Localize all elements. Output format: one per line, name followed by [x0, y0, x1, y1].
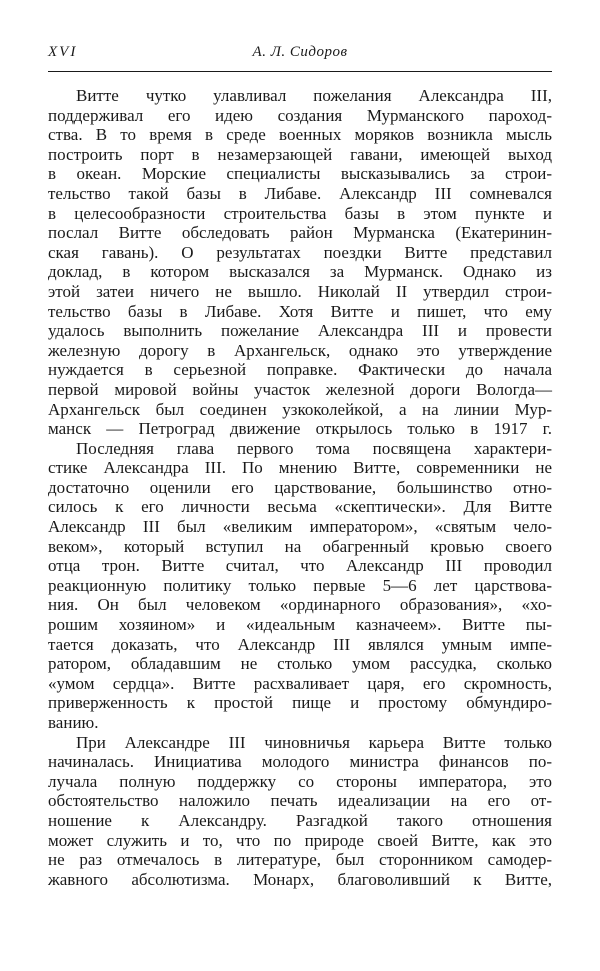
text-line: Витте чутко улавливал пожелания Александра III,: [76, 86, 552, 105]
text-line: поддерживал его идею создания Мурманского пароход-: [48, 105, 552, 125]
text-line: начиналась. Инициатива молодого министра финансов по-: [48, 752, 552, 772]
text-line: жавного абсолютизма. Монарх, благоволивший к Витте,: [48, 869, 552, 889]
text-line: рошим хозяином» и «идеальным казначеем». Витте пы-: [48, 615, 552, 635]
text-line: нуждается в серьезной поправке. Фактически до начала: [48, 360, 552, 380]
paragraph: [48, 86, 552, 439]
running-title: А. Л. Сидоров: [252, 44, 348, 60]
text-line: ношение к Александру. Разгадкой такого отношения: [48, 810, 552, 830]
header-rule: [48, 71, 552, 72]
text-line: реакционную политику только первые 5—6 лет царствова-: [48, 575, 552, 595]
text-line: обстоятельство наложило печать идеализации на его от-: [48, 791, 552, 811]
text-line: тельство базы в Либаве. Хотя Витте и пишет, что ему: [48, 301, 552, 321]
text-line: стике Александра III. По мнению Витте, современники не: [48, 458, 552, 478]
text-line: ская гавань). О результатах поездки Витте представил: [48, 242, 552, 262]
text-line: послал Витте обследовать район Мурманска (Екатеринин-: [48, 223, 552, 243]
paragraph: [48, 439, 552, 733]
text-line: в океан. Морские специалисты высказывались за строи-: [48, 164, 552, 184]
text-line: приверженность к простой пище и простому обмундиро-: [48, 693, 552, 713]
page-body: [48, 86, 552, 889]
text-line: тельство такой базы в Либаве. Александр III сомневался: [48, 183, 552, 203]
text-line: в целесообразности строительства базы в этом пункте и: [48, 203, 552, 223]
text-line: ства. В то время в среде военных моряков возникла мысль: [48, 125, 552, 145]
text-line: железную дорогу в Архангельск, однако это утверждение: [48, 340, 552, 360]
text-line: Архангельск был соединен узкоколейкой, а на линии Мур-: [48, 399, 552, 419]
text-line: достаточно оценили его царствование, большинство отно-: [48, 477, 552, 497]
text-line: отца трон. Витте считал, что Александр III проводил: [48, 556, 552, 576]
text-line: может служить и то, что по природе своей Витте, как это: [48, 830, 552, 850]
text-line: Александр III был «великим императором», «святым чело-: [48, 517, 552, 537]
text-line: удалось выполнить пожелание Александра III и провести: [48, 321, 552, 341]
text-line: доклад, в котором высказался за Мурманск. Однако из: [48, 262, 552, 282]
paragraph: [48, 733, 552, 890]
text-line: тается доказать, что Александр III являлся умным импе-: [48, 634, 552, 654]
text-line: веком», который вступил на обагренный кровью своего: [48, 536, 552, 556]
text-line: построить порт в незамерзающей гавани, имеющей выход: [48, 144, 552, 164]
text-line: манск — Петроград движение открылось только в 1917 г.: [48, 419, 552, 439]
text-line: ратором, обладавшим не столько умом рассудка, сколько: [48, 654, 552, 674]
text-line: ния. Он был человеком «ординарного образования», «хо-: [48, 595, 552, 615]
text-line: силось к его личности весьма «скептически». Для Витте: [48, 497, 552, 517]
text-line: «умом сердца». Витте расхваливает царя, его скромность,: [48, 673, 552, 693]
page-number: XVI: [48, 44, 78, 60]
text-line: этой затеи ничего не вышло. Николай II утвердил строи-: [48, 281, 552, 301]
text-line: Последняя глава первого тома посвящена характери-: [76, 438, 552, 458]
text-line: При Александре III чиновничья карьера Витте только: [76, 732, 552, 752]
text-line: лучала полную поддержку со стороны императора, это: [48, 771, 552, 791]
text-line: не раз отмечалось в литературе, был сторонником самодер-: [48, 850, 552, 870]
running-head: [48, 44, 552, 66]
text-line: ванию.: [48, 713, 99, 732]
text-line: первой мировой войны участок железной дороги Вологда—: [48, 379, 552, 399]
